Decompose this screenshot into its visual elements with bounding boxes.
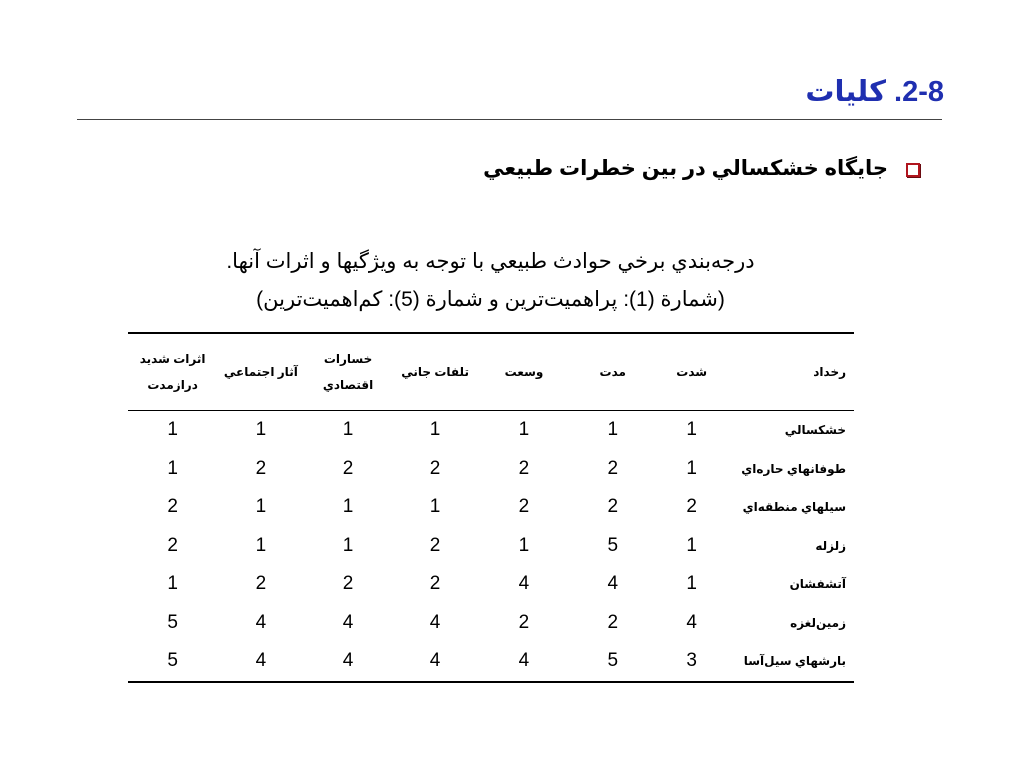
header-event: رخداد — [727, 333, 854, 411]
table-cell: 2 — [607, 611, 619, 633]
row-event-name: آتشفشان — [789, 577, 846, 592]
header-duration: مدت — [569, 333, 656, 411]
table-cell: 2 — [342, 457, 354, 479]
table-cell: 4 — [342, 611, 354, 633]
header-extent: وسعت — [479, 333, 570, 411]
table-cell: 2 — [167, 496, 178, 518]
table-header-row — [128, 333, 854, 411]
table-cell: 5 — [607, 534, 619, 556]
row-event-name: زمين‌لغزه — [790, 615, 846, 630]
table-cell: 4 — [255, 611, 267, 633]
table-row — [128, 411, 854, 450]
table-row — [128, 450, 854, 489]
table-cell: 2 — [518, 496, 530, 518]
row-event-name: زلزله — [815, 538, 846, 553]
header-longterm-line2: درازمدت — [147, 378, 198, 392]
bullet-text: جايگاه خشكسالي در بين خطرات طبيعي — [483, 157, 888, 180]
table-row — [128, 642, 854, 682]
table-cell: 2 — [429, 534, 441, 556]
table-cell: 1 — [686, 419, 697, 441]
table-cell: 2 — [607, 496, 619, 518]
table-cell: 1 — [429, 419, 441, 441]
table-cell: 1 — [342, 534, 354, 556]
table-cell: 5 — [167, 611, 178, 633]
table-cell: 2 — [429, 573, 441, 595]
slide-title: 2-8. كليات — [805, 76, 944, 108]
table-cell: 2 — [518, 457, 530, 479]
table-caption-line1: درجه‌بندي برخي حوادث طبيعي با توجه به ويژگيها و اثرات آنها. — [226, 250, 755, 273]
table-cell: 1 — [342, 496, 354, 518]
row-event-name: بارشهاي سيل‌آسا — [743, 654, 846, 669]
table-cell: 2 — [518, 611, 530, 633]
header-economic-loss — [304, 333, 391, 411]
table-cell: 1 — [255, 496, 267, 518]
table-cell: 1 — [518, 419, 530, 441]
table-cell: 2 — [342, 573, 354, 595]
header-casualties: تلفات جاني — [392, 333, 479, 411]
header-longterm-effects — [128, 333, 217, 411]
table-cell: 2 — [429, 457, 441, 479]
table-cell: 4 — [429, 650, 441, 672]
header-social-effects: آثار اجتماعي — [217, 333, 304, 411]
table-cell: 4 — [518, 650, 530, 672]
table-cell: 4 — [607, 573, 619, 595]
table-cell: 2 — [255, 573, 267, 595]
table-cell: 4 — [518, 573, 530, 595]
table-cell: 2 — [607, 457, 619, 479]
header-severity: شدت — [656, 333, 727, 411]
table-row — [128, 604, 854, 643]
hazard-ranking-table — [128, 332, 854, 683]
table-cell: 1 — [686, 573, 697, 595]
table-cell: 4 — [429, 611, 441, 633]
table-cell: 1 — [686, 457, 697, 479]
table-row — [128, 565, 854, 604]
table-cell: 5 — [167, 650, 178, 672]
row-event-name: طوفانهاي حاره‌اي — [741, 461, 846, 476]
table-cell: 1 — [167, 573, 178, 595]
table-cell: 1 — [342, 419, 354, 441]
table-cell: 1 — [255, 419, 267, 441]
square-bullet-icon — [906, 163, 920, 177]
table-cell: 1 — [167, 419, 178, 441]
bullet-point — [483, 156, 920, 181]
table-cell: 1 — [607, 419, 619, 441]
table-row — [128, 488, 854, 527]
table-cell: 5 — [607, 650, 619, 672]
table-cell: 1 — [518, 534, 530, 556]
table-cell: 4 — [686, 611, 697, 633]
header-economic-line1: خسارات — [323, 352, 373, 366]
row-event-name: سيلهاي منطقه‌اي — [742, 500, 846, 515]
table-cell: 2 — [167, 534, 178, 556]
table-row — [128, 527, 854, 566]
row-event-name: خشكسالي — [784, 423, 846, 438]
table-cell: 1 — [255, 534, 267, 556]
table-cell: 4 — [255, 650, 267, 672]
table-caption-line2: (شمارة (1): پراهميت‌ترين و شمارة (5): كم‌اهميت‌ترين) — [256, 288, 725, 311]
table-cell: 1 — [686, 534, 697, 556]
table-cell: 1 — [429, 496, 441, 518]
table-cell: 1 — [167, 457, 178, 479]
table-cell: 2 — [686, 496, 697, 518]
table-cell: 4 — [342, 650, 354, 672]
table-cell: 2 — [255, 457, 267, 479]
title-divider — [77, 119, 942, 120]
table-cell: 3 — [686, 650, 697, 672]
header-longterm-line1: اثرات شديد — [139, 352, 206, 366]
header-economic-line2: اقتصادي — [322, 378, 374, 392]
